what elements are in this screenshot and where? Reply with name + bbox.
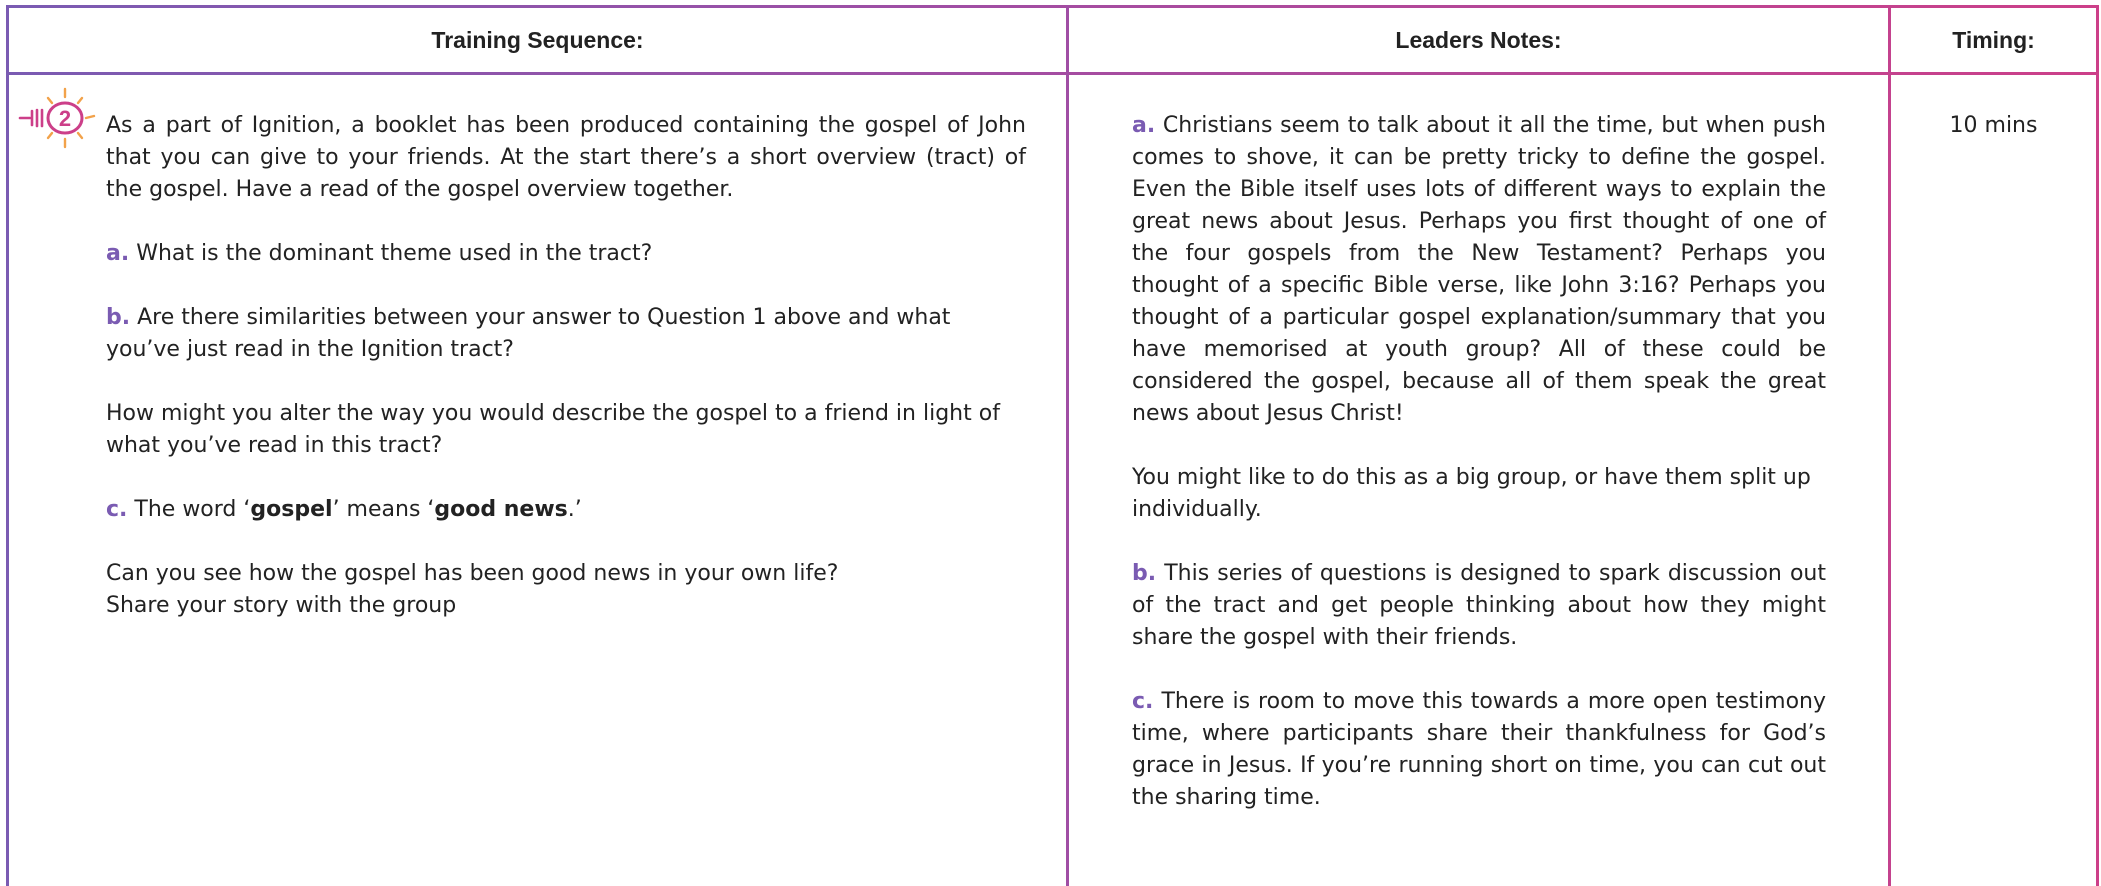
bold-term-gospel: gospel — [250, 497, 333, 522]
timing-value: 10 mins — [1949, 113, 2038, 138]
item-label: b. — [106, 305, 131, 330]
step-number: 2 — [58, 106, 72, 131]
training-sequence-content — [106, 110, 1026, 622]
table-left-border — [6, 5, 9, 886]
bold-term-good-news: good news — [434, 497, 568, 522]
timing-content — [1891, 110, 2096, 142]
item-text: Christians seem to talk about it all the time, but when push comes to shove, it can be pretty tricky to define the gospel. Even the Bible itself uses lots of different ways to explain the great news about Jesus. Perhaps you first thought of one of the four gospels from the New Testament? Perhaps you thought of a specific Bible verse, like John 3:16? Perhaps you thought of a particular gospel explanation/summary that you have memorised at youth group? All of these could be considered the gospel, because all of them speak the great news about Jesus Christ! — [1132, 113, 1826, 426]
step-badge — [18, 86, 96, 158]
item-label: a. — [1132, 113, 1156, 138]
training-item-b — [106, 302, 1026, 366]
notes-item-a — [1132, 110, 1826, 430]
item-text: There is room to move this towards a more open testimony time, where participants share their thankfulness for God’s grace in Jesus. If you’re running short on time, you can cut out the sharing time. — [1132, 689, 1827, 810]
notes-item-a-followup: You might like to do this as a big group, or have them split up individually. — [1132, 465, 1811, 522]
training-item-c — [106, 494, 1026, 526]
item-label: c. — [1132, 689, 1154, 714]
column-divider-1 — [1066, 5, 1069, 886]
training-intro: As a part of Ignition, a booklet has been produced containing the gospel of John that you can give to your friends. At the start there’s a short overview (tract) of the gospel. Have a read of the gospel overview together. — [106, 113, 1026, 202]
item-label: b. — [1132, 561, 1157, 586]
table-right-border — [2096, 5, 2099, 886]
item-text: ’ means ‘ — [332, 497, 435, 522]
training-item-c-question-1: Can you see how the gospel has been good news in your own life? — [106, 561, 839, 586]
notes-item-b — [1132, 558, 1826, 654]
ignition-spark-icon — [18, 86, 96, 158]
leaders-notes-content — [1132, 110, 1826, 814]
item-text: The word ‘ — [134, 497, 251, 522]
item-text: Are there similarities between your answer to Question 1 above and what you’ve just read in the Ignition tract? — [106, 305, 951, 362]
header-divider — [6, 72, 2099, 75]
item-text: This series of questions is designed to spark discussion out of the tract and get people thinking about how they might share the gospel with their friends. — [1132, 561, 1826, 650]
item-label: a. — [106, 241, 130, 266]
item-label: c. — [106, 497, 128, 522]
notes-item-c — [1132, 686, 1826, 814]
item-text: What is the dominant theme used in the tract? — [136, 241, 653, 266]
header-leaders-notes: Leaders Notes: — [1395, 26, 1562, 53]
training-item-b-followup: How might you alter the way you would describe the gospel to a friend in light of what you’ve read in this tract? — [106, 401, 1000, 458]
header-timing: Timing: — [1952, 26, 2035, 53]
training-item-a — [106, 238, 1026, 270]
training-item-c-question-2: Share your story with the group — [106, 593, 457, 618]
header-training-sequence: Training Sequence: — [431, 26, 644, 53]
item-text: .’ — [567, 497, 582, 522]
